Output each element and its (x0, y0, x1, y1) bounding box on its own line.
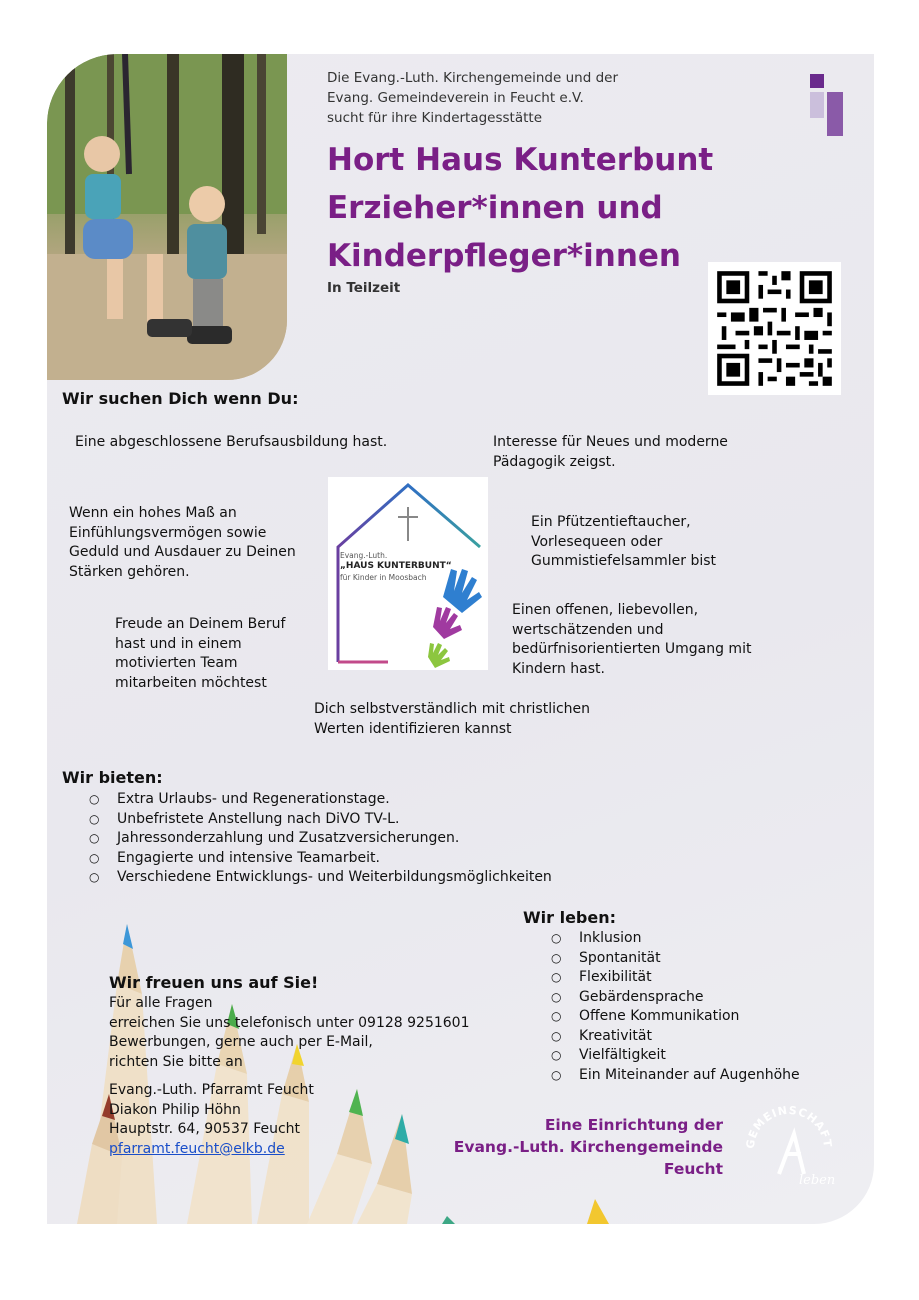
values-list (551, 929, 800, 1085)
bullet-icon: ○ (551, 1067, 562, 1082)
bullet-icon: ○ (89, 831, 100, 845)
requirement-item: Ein Pfützentieftaucher, Vorlesequeen oder Gummistiefelsammler bist (531, 514, 717, 569)
footer-line: Eine Einrichtung der (544, 1116, 723, 1134)
value-text: Inklusion (579, 930, 642, 946)
value-item (551, 929, 800, 949)
address-line: Evang.-Luth. Pfarramt Feucht (109, 1082, 314, 1098)
footer-organization (454, 1114, 723, 1180)
contact-line: Für alle Fragen (109, 995, 213, 1011)
footer-line: Evang.-Luth. Kirchengemeinde (453, 1138, 723, 1156)
bullet-icon: ○ (89, 811, 100, 826)
contact-heading: Wir freuen uns auf Sie! (109, 973, 319, 992)
offer-text: Jahressonderzahlung und Zusatzversicherungen. (117, 830, 460, 846)
contact-line: erreichen Sie uns telefonisch unter 09128 9251601 (109, 1014, 470, 1031)
requirement-item: Eine abgeschlossene Berufsausbildung hast. (75, 434, 388, 450)
value-text: Flexibilität (579, 969, 652, 985)
bullet-icon: ○ (89, 850, 100, 865)
address-line: Hauptstr. 64, 90537 Feucht (109, 1121, 301, 1137)
bullet-icon: ○ (551, 1028, 562, 1043)
search-heading: Wir suchen Dich wenn Du: (62, 389, 299, 408)
value-text: Gebärdensprache (579, 988, 704, 1005)
values-heading: Wir leben: (523, 908, 617, 927)
requirement-item: Wenn ein hohes Maß an Einfühlungsvermögen sowie Geduld und Ausdauer zu Deinen Stärken gehören. (69, 505, 296, 580)
requirement-item: Interesse für Neues und moderne Pädagogik zeigst. (493, 434, 728, 470)
logo-line: Evang.-Luth. (340, 551, 388, 560)
offer-item (89, 829, 552, 849)
intro-line: Die Evang.-Luth. Kirchengemeinde und der (327, 70, 618, 86)
contact-line: Bewerbungen, gerne auch per E-Mail, (109, 1034, 373, 1050)
bullet-icon: ○ (551, 989, 562, 1004)
contact-block (109, 972, 469, 1159)
title-line: Hort Haus Kunterbunt (327, 142, 714, 178)
employment-type: In Teilzeit (327, 280, 401, 296)
children-swing-photo (47, 54, 287, 380)
emblem-script-text: leben (799, 1173, 836, 1188)
logo-line: „HAUS KUNTERBUNT“ (340, 561, 452, 571)
value-item (551, 949, 800, 969)
intro-line: Evang. Gemeindeverein in Feucht e.V. (327, 90, 584, 106)
offer-text: Verschiedene Entwicklungs- und Weiterbildungsmöglichkeiten (117, 869, 552, 885)
bullet-icon: ○ (89, 792, 100, 806)
flyer-page (47, 54, 874, 1224)
footer-line: Feucht (663, 1160, 723, 1178)
emblem-arc-text: GEMEINSCHAFT (743, 1103, 835, 1150)
requirement-item: Dich selbstverständlich mit christlichen Werten identifizieren kannst (314, 701, 591, 737)
title-line: Kinderpfleger*innen (327, 238, 681, 274)
bullet-icon: ○ (551, 970, 562, 984)
value-item (551, 1027, 800, 1047)
gemeinschaft-emblem-icon (739, 1094, 839, 1194)
offer-item (89, 849, 552, 869)
decorative-squares-icon (810, 74, 844, 138)
logo-line: für Kinder in Moosbach (340, 573, 427, 582)
contact-line: richten Sie bitte an (109, 1053, 243, 1070)
value-item (551, 1066, 800, 1086)
offer-item (89, 868, 552, 888)
offer-text: Engagierte und intensive Teamarbeit. (117, 849, 380, 866)
value-item (551, 1046, 800, 1066)
requirement-item: Freude an Deinem Beruf hast und in einem motivierten Team mitarbeiten möchtest (115, 616, 286, 691)
value-item (551, 1007, 800, 1027)
value-item (551, 988, 800, 1008)
qr-code[interactable] (708, 262, 841, 395)
offer-list (89, 790, 552, 888)
offer-item (89, 810, 552, 830)
bullet-icon: ○ (551, 931, 562, 945)
offer-heading: Wir bieten: (62, 768, 163, 787)
email-link[interactable]: pfarramt.feucht@elkb.de (109, 1140, 285, 1157)
intro-line: sucht für ihre Kindertagesstätte (327, 110, 543, 126)
value-text: Spontanität (579, 949, 661, 966)
offer-item (89, 790, 552, 810)
offer-text: Extra Urlaubs- und Regenerationstage. (117, 791, 390, 807)
bullet-icon: ○ (89, 870, 100, 884)
title-line: Erzieher*innen und (327, 190, 663, 226)
offer-text: Unbefristete Anstellung nach DiVO TV-L. (117, 810, 400, 827)
value-item (551, 968, 800, 988)
address-line: Diakon Philip Höhn (109, 1101, 241, 1118)
value-text: Kreativität (579, 1027, 652, 1044)
requirement-item: Einen offenen, liebevollen, wertschätzenden und bedürfnisorientierten Umgang mit Kindern hast. (512, 602, 752, 677)
value-text: Vielfältigkeit (579, 1047, 666, 1063)
intro-text (327, 68, 618, 128)
job-title (327, 136, 713, 280)
bullet-icon: ○ (551, 1048, 562, 1062)
bullet-icon: ○ (551, 950, 562, 965)
bullet-icon: ○ (551, 1009, 562, 1023)
value-text: Ein Miteinander auf Augenhöhe (579, 1066, 800, 1083)
value-text: Offene Kommunikation (579, 1008, 740, 1024)
haus-kunterbunt-logo (328, 477, 488, 670)
